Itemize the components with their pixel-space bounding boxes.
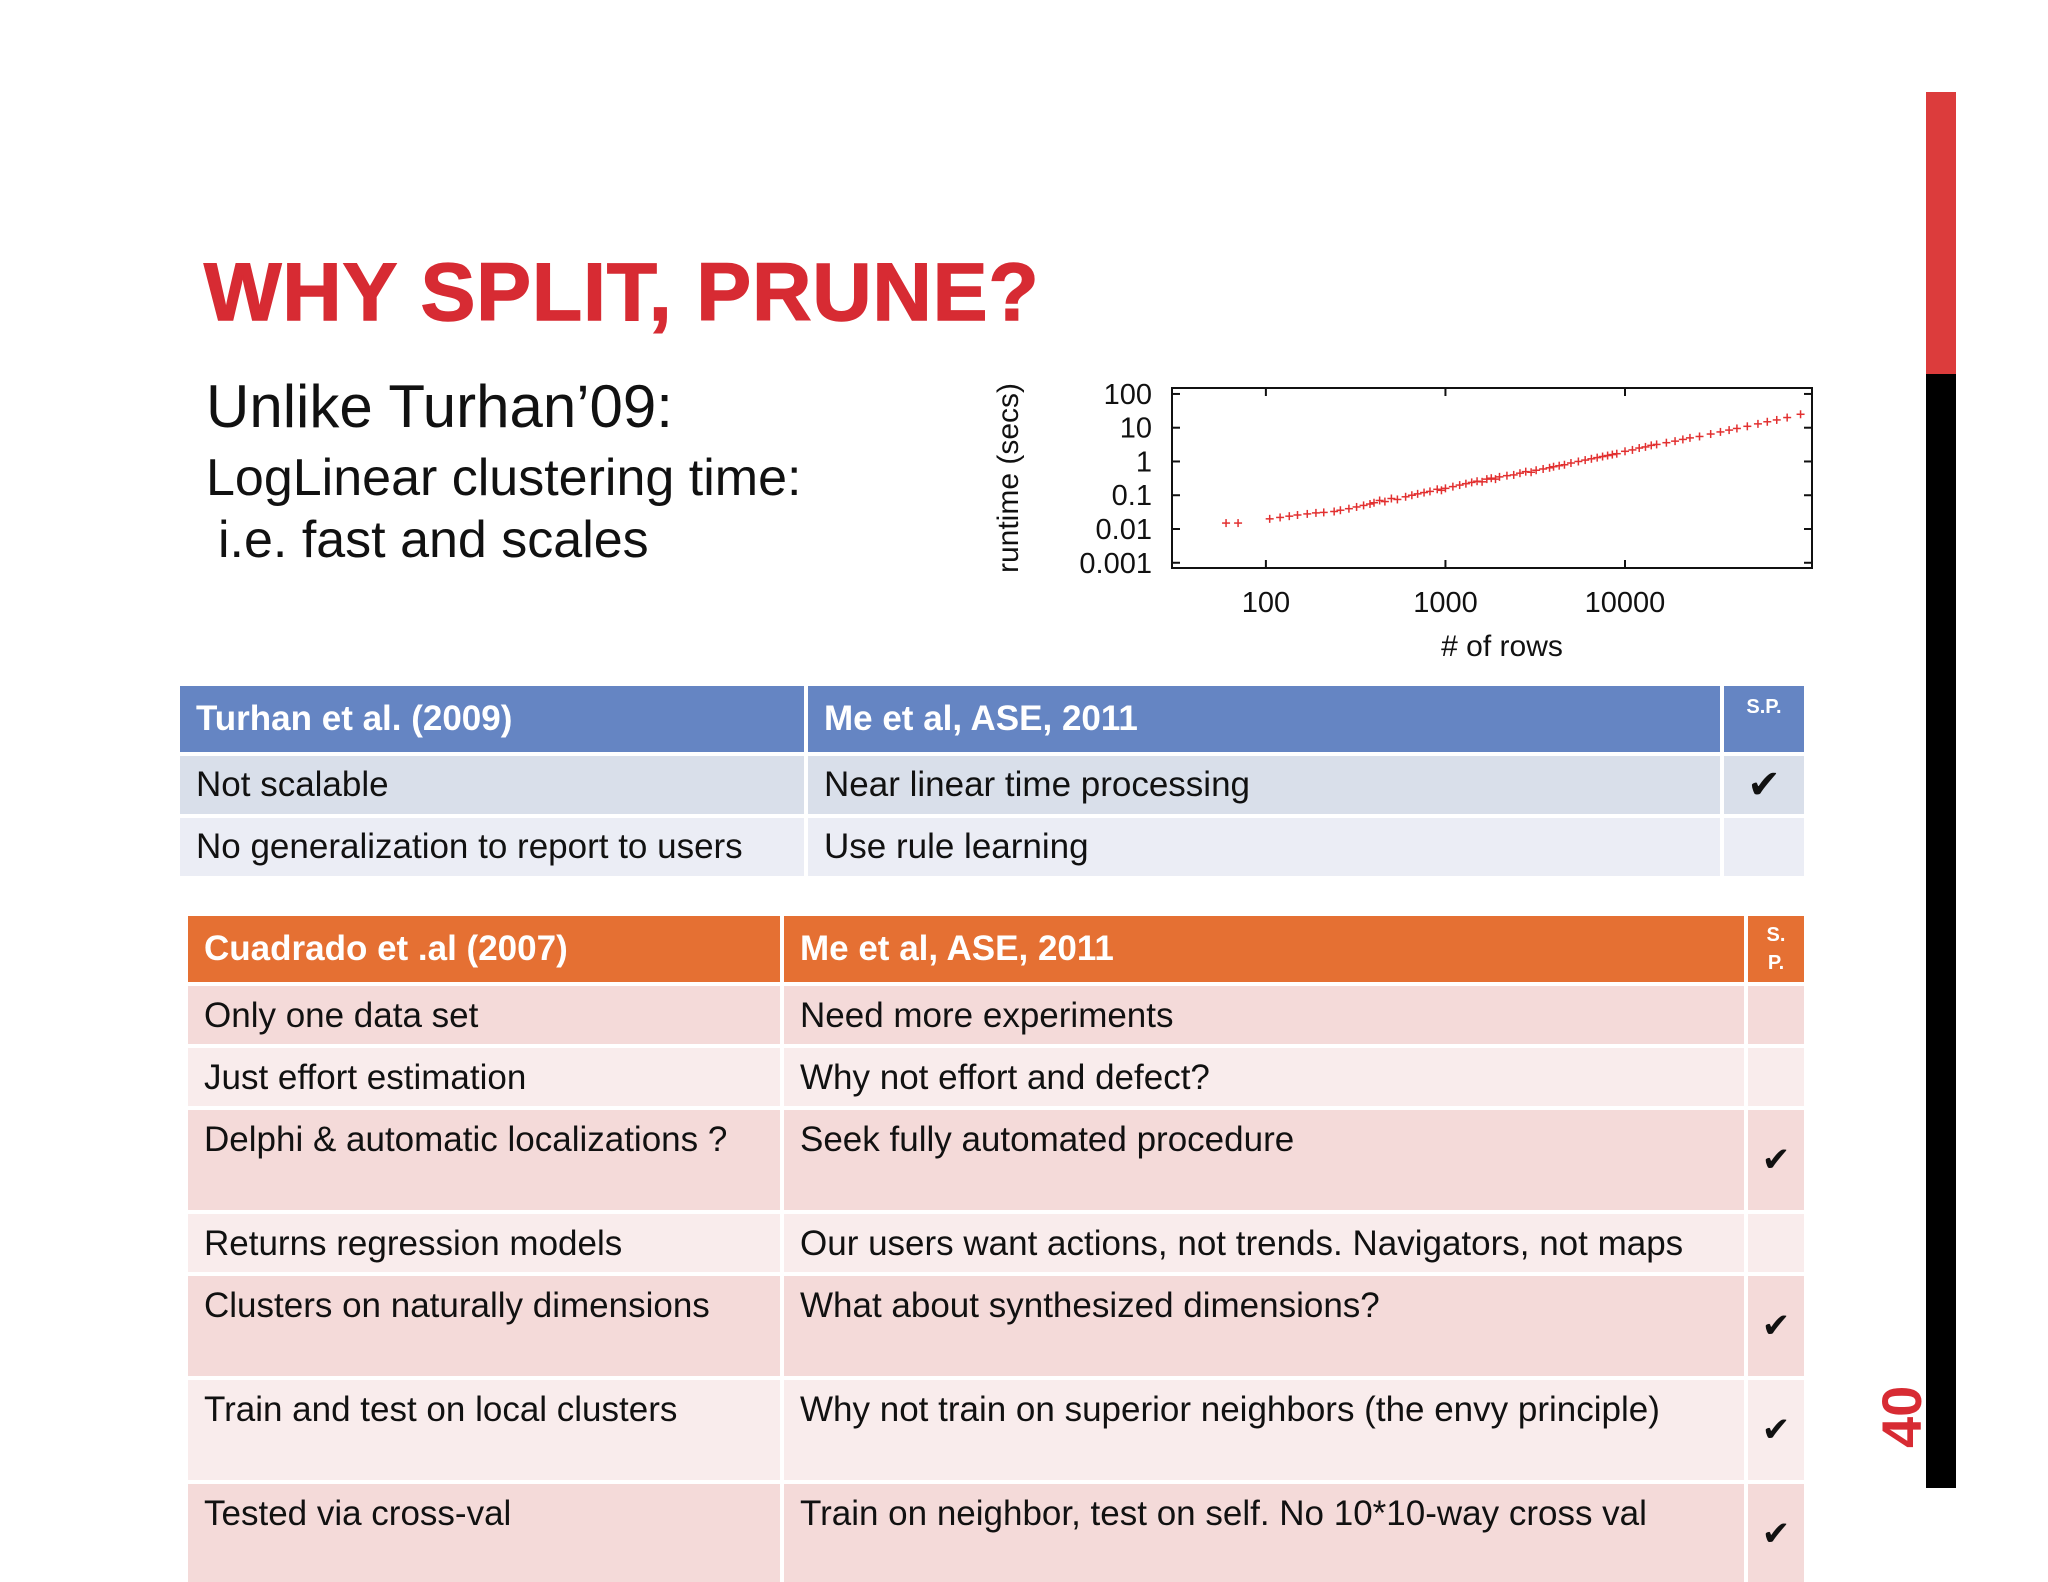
- data-point: [1312, 509, 1320, 517]
- cell-right: What about synthesized dimensions?: [784, 1276, 1744, 1376]
- checkmark-cell: [1748, 1048, 1804, 1106]
- data-point: [1487, 474, 1495, 482]
- checkmark-cell: [1748, 1214, 1804, 1272]
- header-sp: S.P.: [1724, 686, 1804, 752]
- y-tick-label: 100: [1103, 378, 1152, 411]
- data-point: [1441, 484, 1449, 492]
- checkmark-cell: [1748, 986, 1804, 1044]
- data-point: [1353, 503, 1361, 511]
- cell-right: Why not effort and defect?: [784, 1048, 1744, 1106]
- checkmark-icon: ✔: [1748, 1484, 1804, 1582]
- data-point: [1510, 471, 1518, 479]
- comparison-table-turhan: [176, 682, 1808, 880]
- data-point: [1539, 465, 1547, 473]
- x-axis-ticks: [1242, 388, 1666, 619]
- data-point: [1587, 455, 1595, 463]
- data-point: [1555, 462, 1563, 470]
- subtitle-line-2: LogLinear clustering time:: [206, 449, 802, 507]
- cell-right: Seek fully automated procedure: [784, 1110, 1744, 1210]
- data-point: [1276, 513, 1284, 521]
- header-sp-s: S.: [1766, 924, 1786, 946]
- table-row: [188, 1380, 1804, 1480]
- cell-left: Delphi & automatic localizations ?: [188, 1110, 780, 1210]
- table-header-row: [180, 686, 1804, 752]
- data-point: [1345, 505, 1353, 513]
- y-axis-ticks: [1079, 379, 1812, 580]
- cell-left: Train and test on local clusters: [188, 1380, 780, 1480]
- data-point: [1408, 491, 1416, 499]
- data-point: [1234, 519, 1242, 527]
- data-point: [1707, 430, 1715, 438]
- data-point: [1635, 444, 1643, 452]
- data-point: [1527, 468, 1535, 476]
- data-point: [1763, 418, 1771, 426]
- data-point: [1516, 469, 1524, 477]
- header-me-et-al: Me et al, ASE, 2011: [784, 916, 1744, 982]
- data-point: [1546, 464, 1554, 472]
- data-point: [1628, 446, 1636, 454]
- checkmark-icon: ✔: [1748, 1110, 1804, 1210]
- cell-left: Only one data set: [188, 986, 780, 1044]
- data-point: [1303, 510, 1311, 518]
- data-point: [1686, 434, 1694, 442]
- data-point: [1621, 447, 1629, 455]
- checkmark-icon: ✔: [1748, 1276, 1804, 1376]
- data-point: [1456, 481, 1464, 489]
- table-row: [188, 1484, 1804, 1582]
- cell-right: Our users want actions, not trends. Navigators, not maps: [784, 1214, 1744, 1272]
- header-turhan: Turhan et al. (2009): [180, 686, 804, 752]
- data-point: [1360, 501, 1368, 509]
- data-point: [1414, 490, 1422, 498]
- data-point: [1560, 461, 1568, 469]
- data-point: [1294, 511, 1302, 519]
- cell-right: Need more experiments: [784, 986, 1744, 1044]
- data-point: [1608, 451, 1616, 459]
- data-point: [1716, 428, 1724, 436]
- data-point: [1671, 437, 1679, 445]
- data-point: [1574, 457, 1582, 465]
- data-point: [1613, 450, 1621, 458]
- header-cuadrado: Cuadrado et .al (2007): [188, 916, 780, 982]
- data-point: [1797, 410, 1805, 418]
- y-tick-label: 0.01: [1095, 514, 1152, 547]
- cell-right: Near linear time processing: [808, 756, 1720, 814]
- data-point: [1532, 466, 1540, 474]
- y-tick-label: 10: [1119, 412, 1152, 445]
- data-point: [1420, 489, 1428, 497]
- y-tick-label: 0.001: [1079, 547, 1152, 580]
- data-point: [1222, 519, 1230, 527]
- data-point: [1330, 507, 1338, 515]
- data-point: [1266, 515, 1274, 523]
- data-point: [1679, 435, 1687, 443]
- x-axis-label: # of rows: [1441, 630, 1563, 663]
- data-point: [1366, 500, 1374, 508]
- cell-right: Use rule learning: [808, 818, 1720, 876]
- subtitle-line-3: i.e. fast and scales: [218, 511, 649, 569]
- table-row: [188, 986, 1804, 1044]
- cell-left: Clusters on naturally dimensions: [188, 1276, 780, 1376]
- y-tick-label: 1: [1135, 446, 1152, 479]
- data-point: [1567, 459, 1575, 467]
- data-point: [1773, 416, 1781, 424]
- x-tick-label: 10000: [1584, 587, 1666, 619]
- table-row: [188, 1048, 1804, 1106]
- data-point: [1581, 456, 1589, 464]
- table-row: [188, 1276, 1804, 1376]
- header-sp: [1748, 916, 1804, 982]
- data-point: [1604, 452, 1612, 460]
- data-point: [1696, 432, 1704, 440]
- table-row: [180, 818, 1804, 876]
- header-me-et-al: Me et al, ASE, 2011: [808, 686, 1720, 752]
- table-header-row: [188, 916, 1804, 982]
- data-point: [1393, 495, 1401, 503]
- x-tick-label: 100: [1241, 587, 1291, 619]
- y-tick-label: 0.1: [1111, 480, 1152, 513]
- data-point: [1449, 483, 1457, 491]
- data-point: [1285, 512, 1293, 520]
- data-point: [1503, 472, 1511, 480]
- data-point: [1336, 506, 1344, 514]
- x-tick-label: 1000: [1413, 587, 1478, 619]
- cell-left: Just effort estimation: [188, 1048, 780, 1106]
- data-point: [1641, 443, 1649, 451]
- data-point: [1662, 439, 1670, 447]
- data-point: [1743, 422, 1751, 430]
- data-point: [1647, 441, 1655, 449]
- slide-title: WHY SPLIT, PRUNE?: [204, 247, 1040, 338]
- data-point: [1437, 486, 1445, 494]
- data-point: [1462, 480, 1470, 488]
- runtime-chart: [980, 360, 1860, 670]
- cell-right: Why not train on superior neighbors (the envy principle): [784, 1380, 1744, 1480]
- data-point: [1320, 508, 1328, 516]
- data-point: [1733, 424, 1741, 432]
- y-axis-label: runtime (secs): [992, 382, 1025, 574]
- checkmark-icon: ✔: [1748, 1380, 1804, 1480]
- data-point: [1468, 478, 1476, 486]
- checkmark-cell: [1724, 818, 1804, 876]
- page-number: 40: [1870, 1385, 1933, 1448]
- table-row: [188, 1214, 1804, 1272]
- checkmark-icon: ✔: [1724, 756, 1804, 814]
- cell-left: Not scalable: [180, 756, 804, 814]
- data-point: [1725, 426, 1733, 434]
- table-row: [180, 756, 1804, 814]
- header-sp-p: P.: [1767, 952, 1785, 974]
- cell-right: Train on neighbor, test on self. No 10*10-way cross val: [784, 1484, 1744, 1582]
- data-point: [1653, 440, 1661, 448]
- data-point: [1402, 493, 1410, 501]
- data-point: [1783, 414, 1791, 422]
- data-points: [1222, 410, 1805, 527]
- comparison-table-cuadrado: [184, 912, 1808, 1582]
- data-point: [1433, 485, 1441, 493]
- data-point: [1599, 453, 1607, 461]
- data-point: [1754, 420, 1762, 428]
- data-point: [1550, 463, 1558, 471]
- table-row: [188, 1110, 1804, 1210]
- sidebar-accent-red: [1926, 92, 1956, 374]
- cell-left: Tested via cross-val: [188, 1484, 780, 1582]
- data-point: [1426, 487, 1434, 495]
- data-point: [1593, 454, 1601, 462]
- subtitle-line-1: Unlike Turhan’09:: [206, 373, 673, 440]
- cell-left: No generalization to report to users: [180, 818, 804, 876]
- sidebar-accent-black: [1926, 374, 1956, 1488]
- cell-left: Returns regression models: [188, 1214, 780, 1272]
